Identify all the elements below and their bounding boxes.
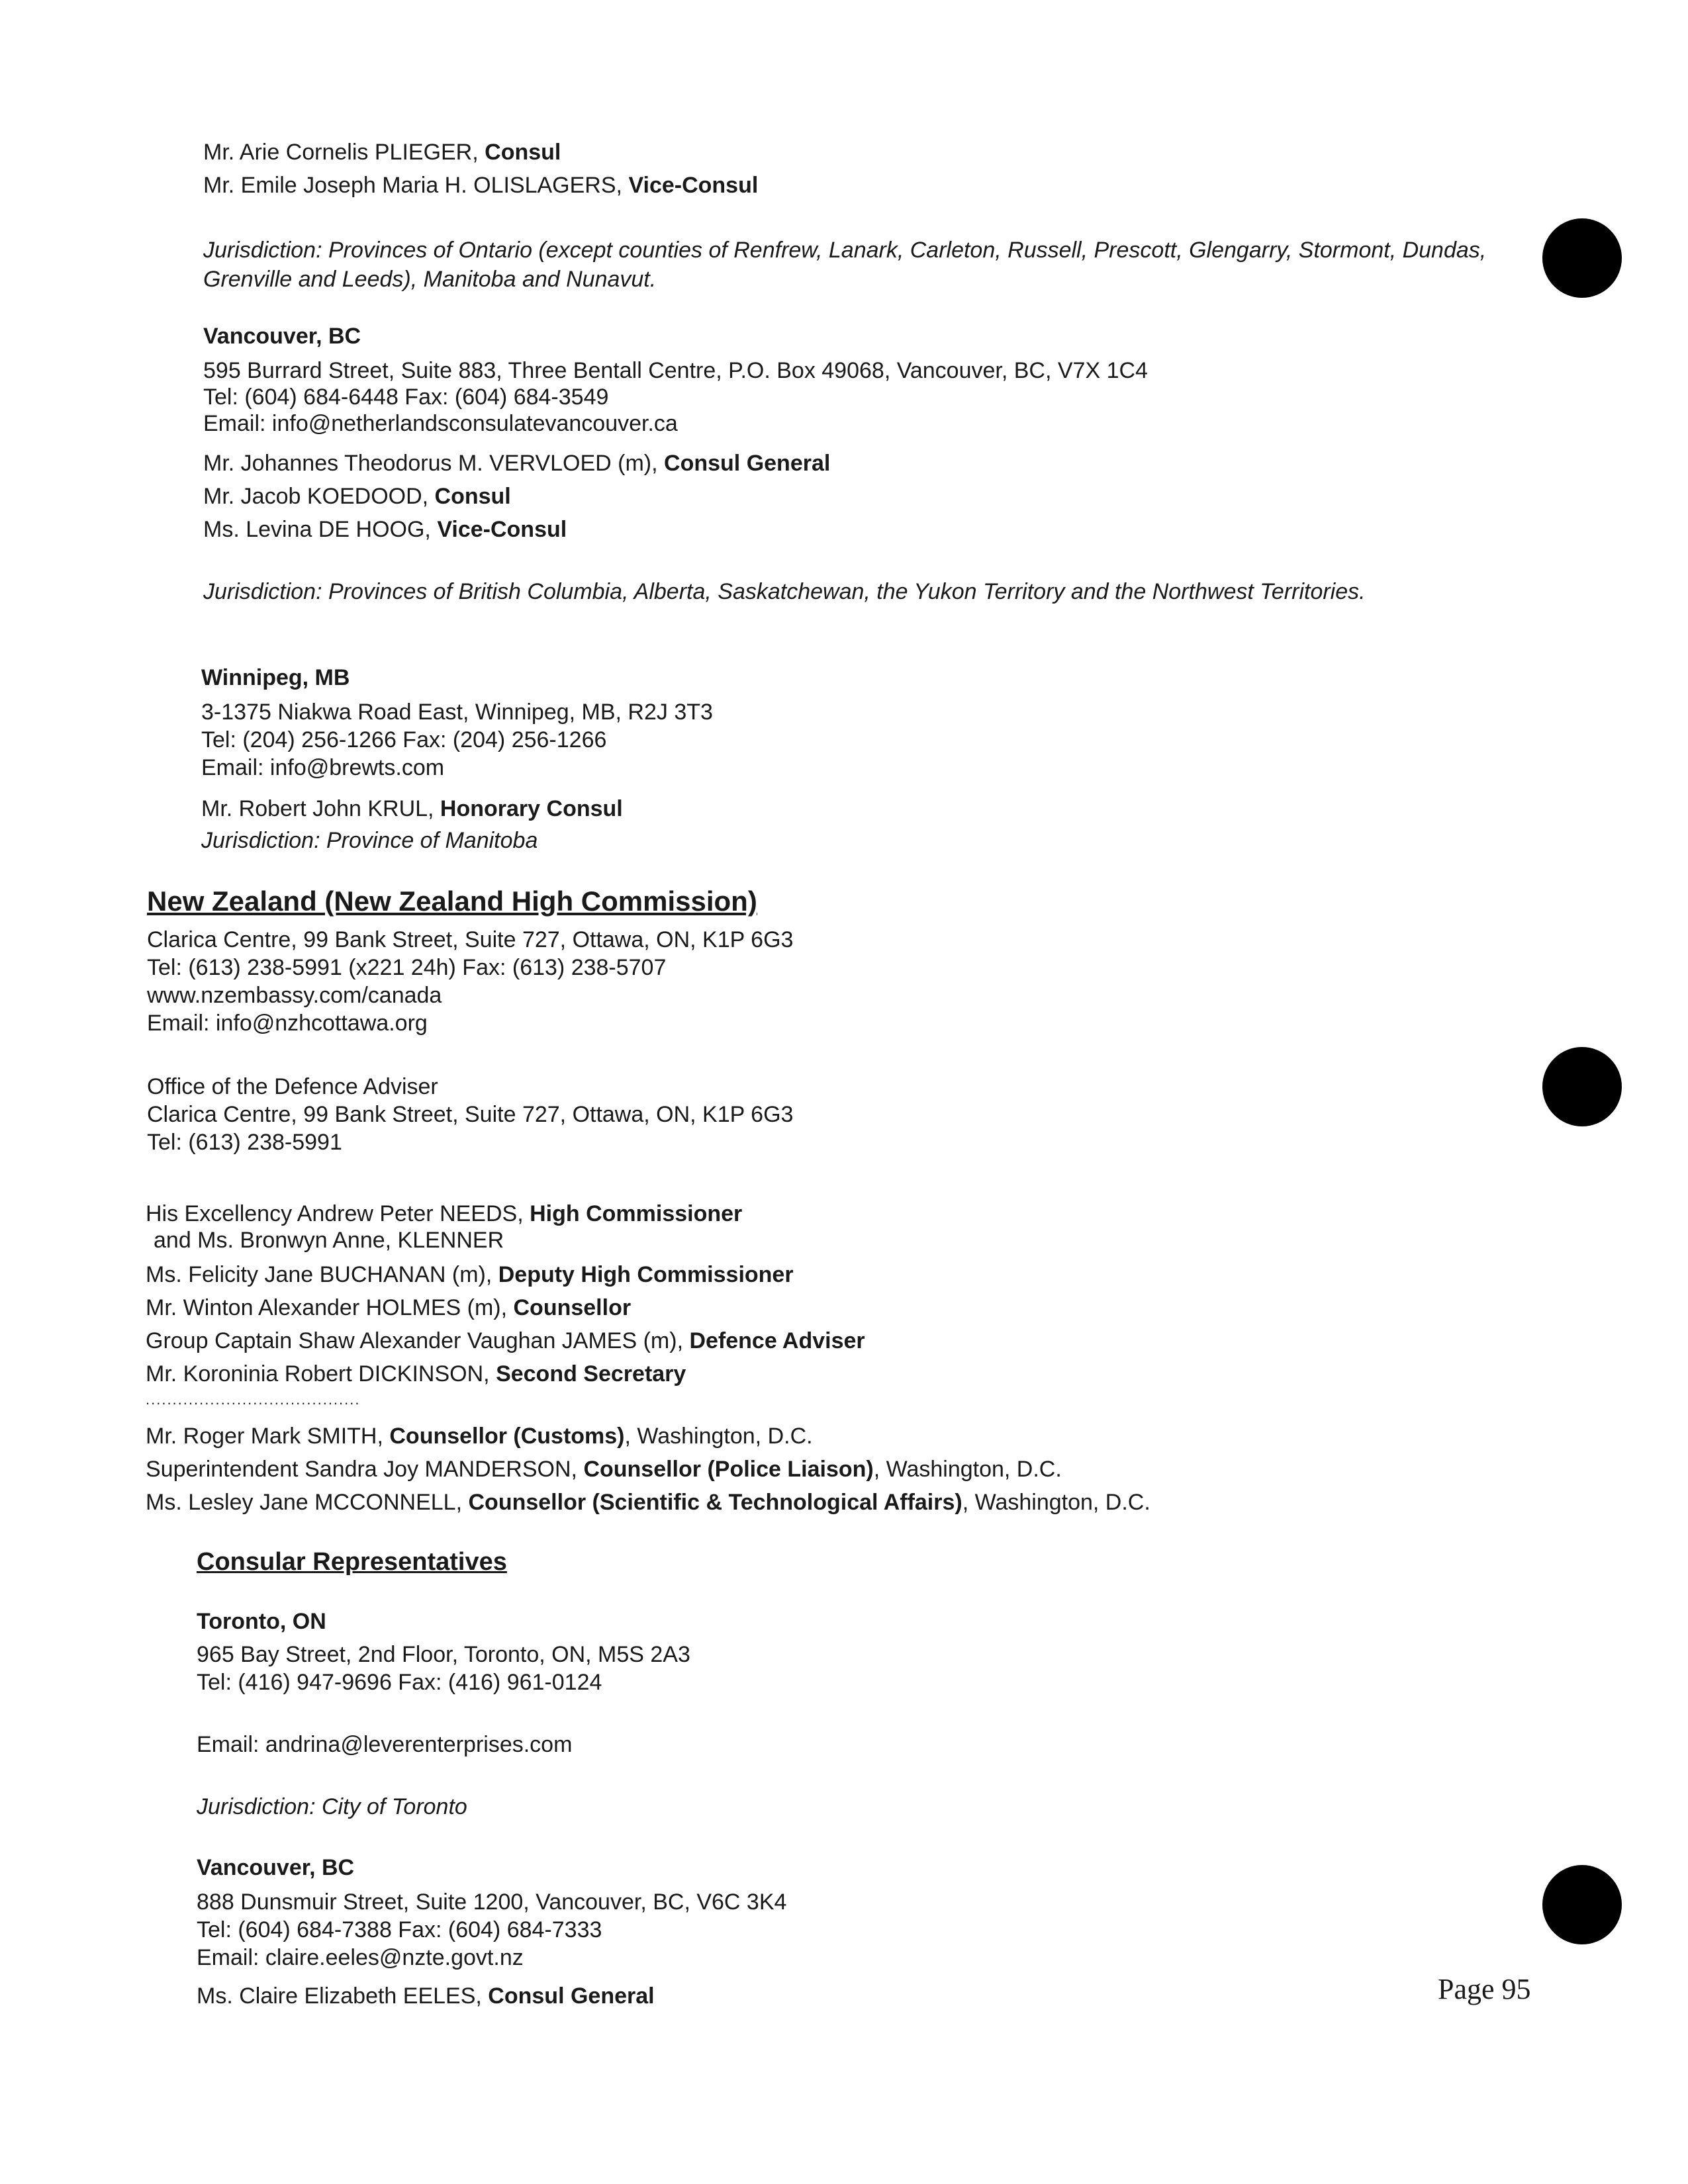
staff-line: Ms. Lesley Jane MCCONNELL, Counsellor (Scientific & Technological Affairs), Washington, D.C.	[146, 1490, 1150, 1515]
office-address: Clarica Centre, 99 Bank Street, Suite 727, Ottawa, ON, K1P 6G3	[147, 927, 794, 952]
jurisdiction-text: Jurisdiction: Province of Manitoba	[201, 828, 538, 853]
staff-title: Consul	[434, 484, 511, 509]
office-email: Email: info@nzhcottawa.org	[147, 1011, 428, 1036]
staff-title: Second Secretary	[496, 1361, 686, 1387]
staff-line: Mr. Johannes Theodorus M. VERVLOED (m), Consul General	[203, 451, 831, 476]
staff-line: Mr. Robert John KRUL, Honorary Consul	[201, 796, 623, 821]
staff-line: Ms. Levina DE HOOG, Vice-Consul	[203, 517, 567, 542]
staff-title: Consul	[485, 140, 561, 165]
country-heading: New Zealand (New Zealand High Commission)	[147, 886, 757, 917]
office-website: www.nzembassy.com/canada	[147, 983, 442, 1008]
staff-line: Mr. Winton Alexander HOLMES (m), Counsellor	[146, 1295, 632, 1320]
defence-office-address: Clarica Centre, 99 Bank Street, Suite 727, Ottawa, ON, K1P 6G3	[147, 1102, 794, 1127]
office-heading: Toronto, ON	[197, 1609, 326, 1634]
staff-line: Superintendent Sandra Joy MANDERSON, Counsellor (Police Liaison), Washington, D.C.	[146, 1457, 1062, 1482]
office-phone: Tel: (604) 684-6448 Fax: (604) 684-3549	[203, 385, 609, 410]
staff-line: Mr. Roger Mark SMITH, Counsellor (Customs), Washington, D.C.	[146, 1424, 813, 1449]
office-address: 595 Burrard Street, Suite 883, Three Bentall Centre, P.O. Box 49068, Vancouver, BC, V7X 1C4	[203, 358, 1148, 383]
office-heading: Vancouver, BC	[197, 1855, 355, 1880]
office-email: Email: andrina@leverenterprises.com	[197, 1732, 573, 1757]
staff-line: His Excellency Andrew Peter NEEDS, High Commissioner	[146, 1201, 743, 1226]
defence-office-phone: Tel: (613) 238-5991	[147, 1130, 342, 1155]
spouse-line: and Ms. Bronwyn Anne, KLENNER	[154, 1228, 504, 1253]
office-phone: Tel: (604) 684-7388 Fax: (604) 684-7333	[197, 1917, 602, 1942]
binder-punch-hole	[1542, 1047, 1622, 1126]
staff-title: Counsellor (Police Liaison)	[583, 1457, 874, 1482]
office-phone: Tel: (204) 256-1266 Fax: (204) 256-1266	[201, 727, 607, 752]
page-number: Page 95	[1438, 1973, 1531, 2005]
office-email: Email: claire.eeles@nzte.govt.nz	[197, 1945, 524, 1970]
staff-line: Ms. Claire Elizabeth EELES, Consul General	[197, 1983, 655, 2009]
staff-title: Consul General	[664, 451, 831, 476]
staff-title: Honorary Consul	[440, 796, 623, 821]
staff-line: Mr. Emile Joseph Maria H. OLISLAGERS, Vice-Consul	[203, 173, 759, 198]
staff-line: Ms. Felicity Jane BUCHANAN (m), Deputy High Commissioner	[146, 1262, 794, 1287]
staff-title: High Commissioner	[530, 1201, 743, 1226]
office-phone: Tel: (613) 238-5991 (x221 24h) Fax: (613) 238-5707	[147, 955, 667, 980]
office-heading: Vancouver, BC	[203, 324, 361, 349]
office-email: Email: info@brewts.com	[201, 755, 445, 780]
office-phone: Tel: (416) 947-9696 Fax: (416) 961-0124	[197, 1670, 602, 1695]
office-address: 965 Bay Street, 2nd Floor, Toronto, ON, M5S 2A3	[197, 1642, 690, 1667]
defence-office-heading: Office of the Defence Adviser	[147, 1074, 438, 1099]
jurisdiction-text: Jurisdiction: Provinces of British Columbia, Alberta, Saskatchewan, the Yukon Territory and the Northwest Territories.	[203, 579, 1366, 604]
staff-title: Counsellor (Scientific & Technological Affairs)	[468, 1490, 962, 1515]
dotted-separator: ........................................	[146, 1391, 361, 1408]
staff-title: Defence Adviser	[689, 1328, 865, 1353]
staff-title: Vice-Consul	[628, 173, 759, 198]
staff-title: Deputy High Commissioner	[498, 1262, 794, 1287]
section-heading: Consular Representatives	[197, 1548, 507, 1576]
binder-punch-hole	[1542, 1865, 1622, 1944]
staff-line: Group Captain Shaw Alexander Vaughan JAMES (m), Defence Adviser	[146, 1328, 865, 1353]
staff-line: Mr. Arie Cornelis PLIEGER, Consul	[203, 140, 561, 165]
office-heading: Winnipeg, MB	[201, 665, 350, 690]
staff-title: Consul General	[488, 1983, 655, 2009]
jurisdiction-text: Jurisdiction: Provinces of Ontario (except counties of Renfrew, Lanark, Carleton, Russell, Prescott, Glengarry, Stormont, Dundas, Grenville and Leeds), Manitoba and Nunavut.	[203, 238, 1487, 292]
jurisdiction-text: Jurisdiction: City of Toronto	[197, 1794, 467, 1819]
binder-punch-hole	[1542, 218, 1622, 298]
staff-title: Counsellor	[513, 1295, 632, 1320]
staff-title: Counsellor (Customs)	[389, 1424, 625, 1449]
staff-title: Vice-Consul	[437, 517, 567, 542]
staff-line: Mr. Jacob KOEDOOD, Consul	[203, 484, 511, 509]
staff-line: Mr. Koroninia Robert DICKINSON, Second Secretary	[146, 1361, 686, 1387]
office-email: Email: info@netherlandsconsulatevancouver.ca	[203, 411, 678, 436]
office-address: 888 Dunsmuir Street, Suite 1200, Vancouver, BC, V6C 3K4	[197, 1889, 787, 1915]
office-address: 3-1375 Niakwa Road East, Winnipeg, MB, R2J 3T3	[201, 700, 713, 725]
